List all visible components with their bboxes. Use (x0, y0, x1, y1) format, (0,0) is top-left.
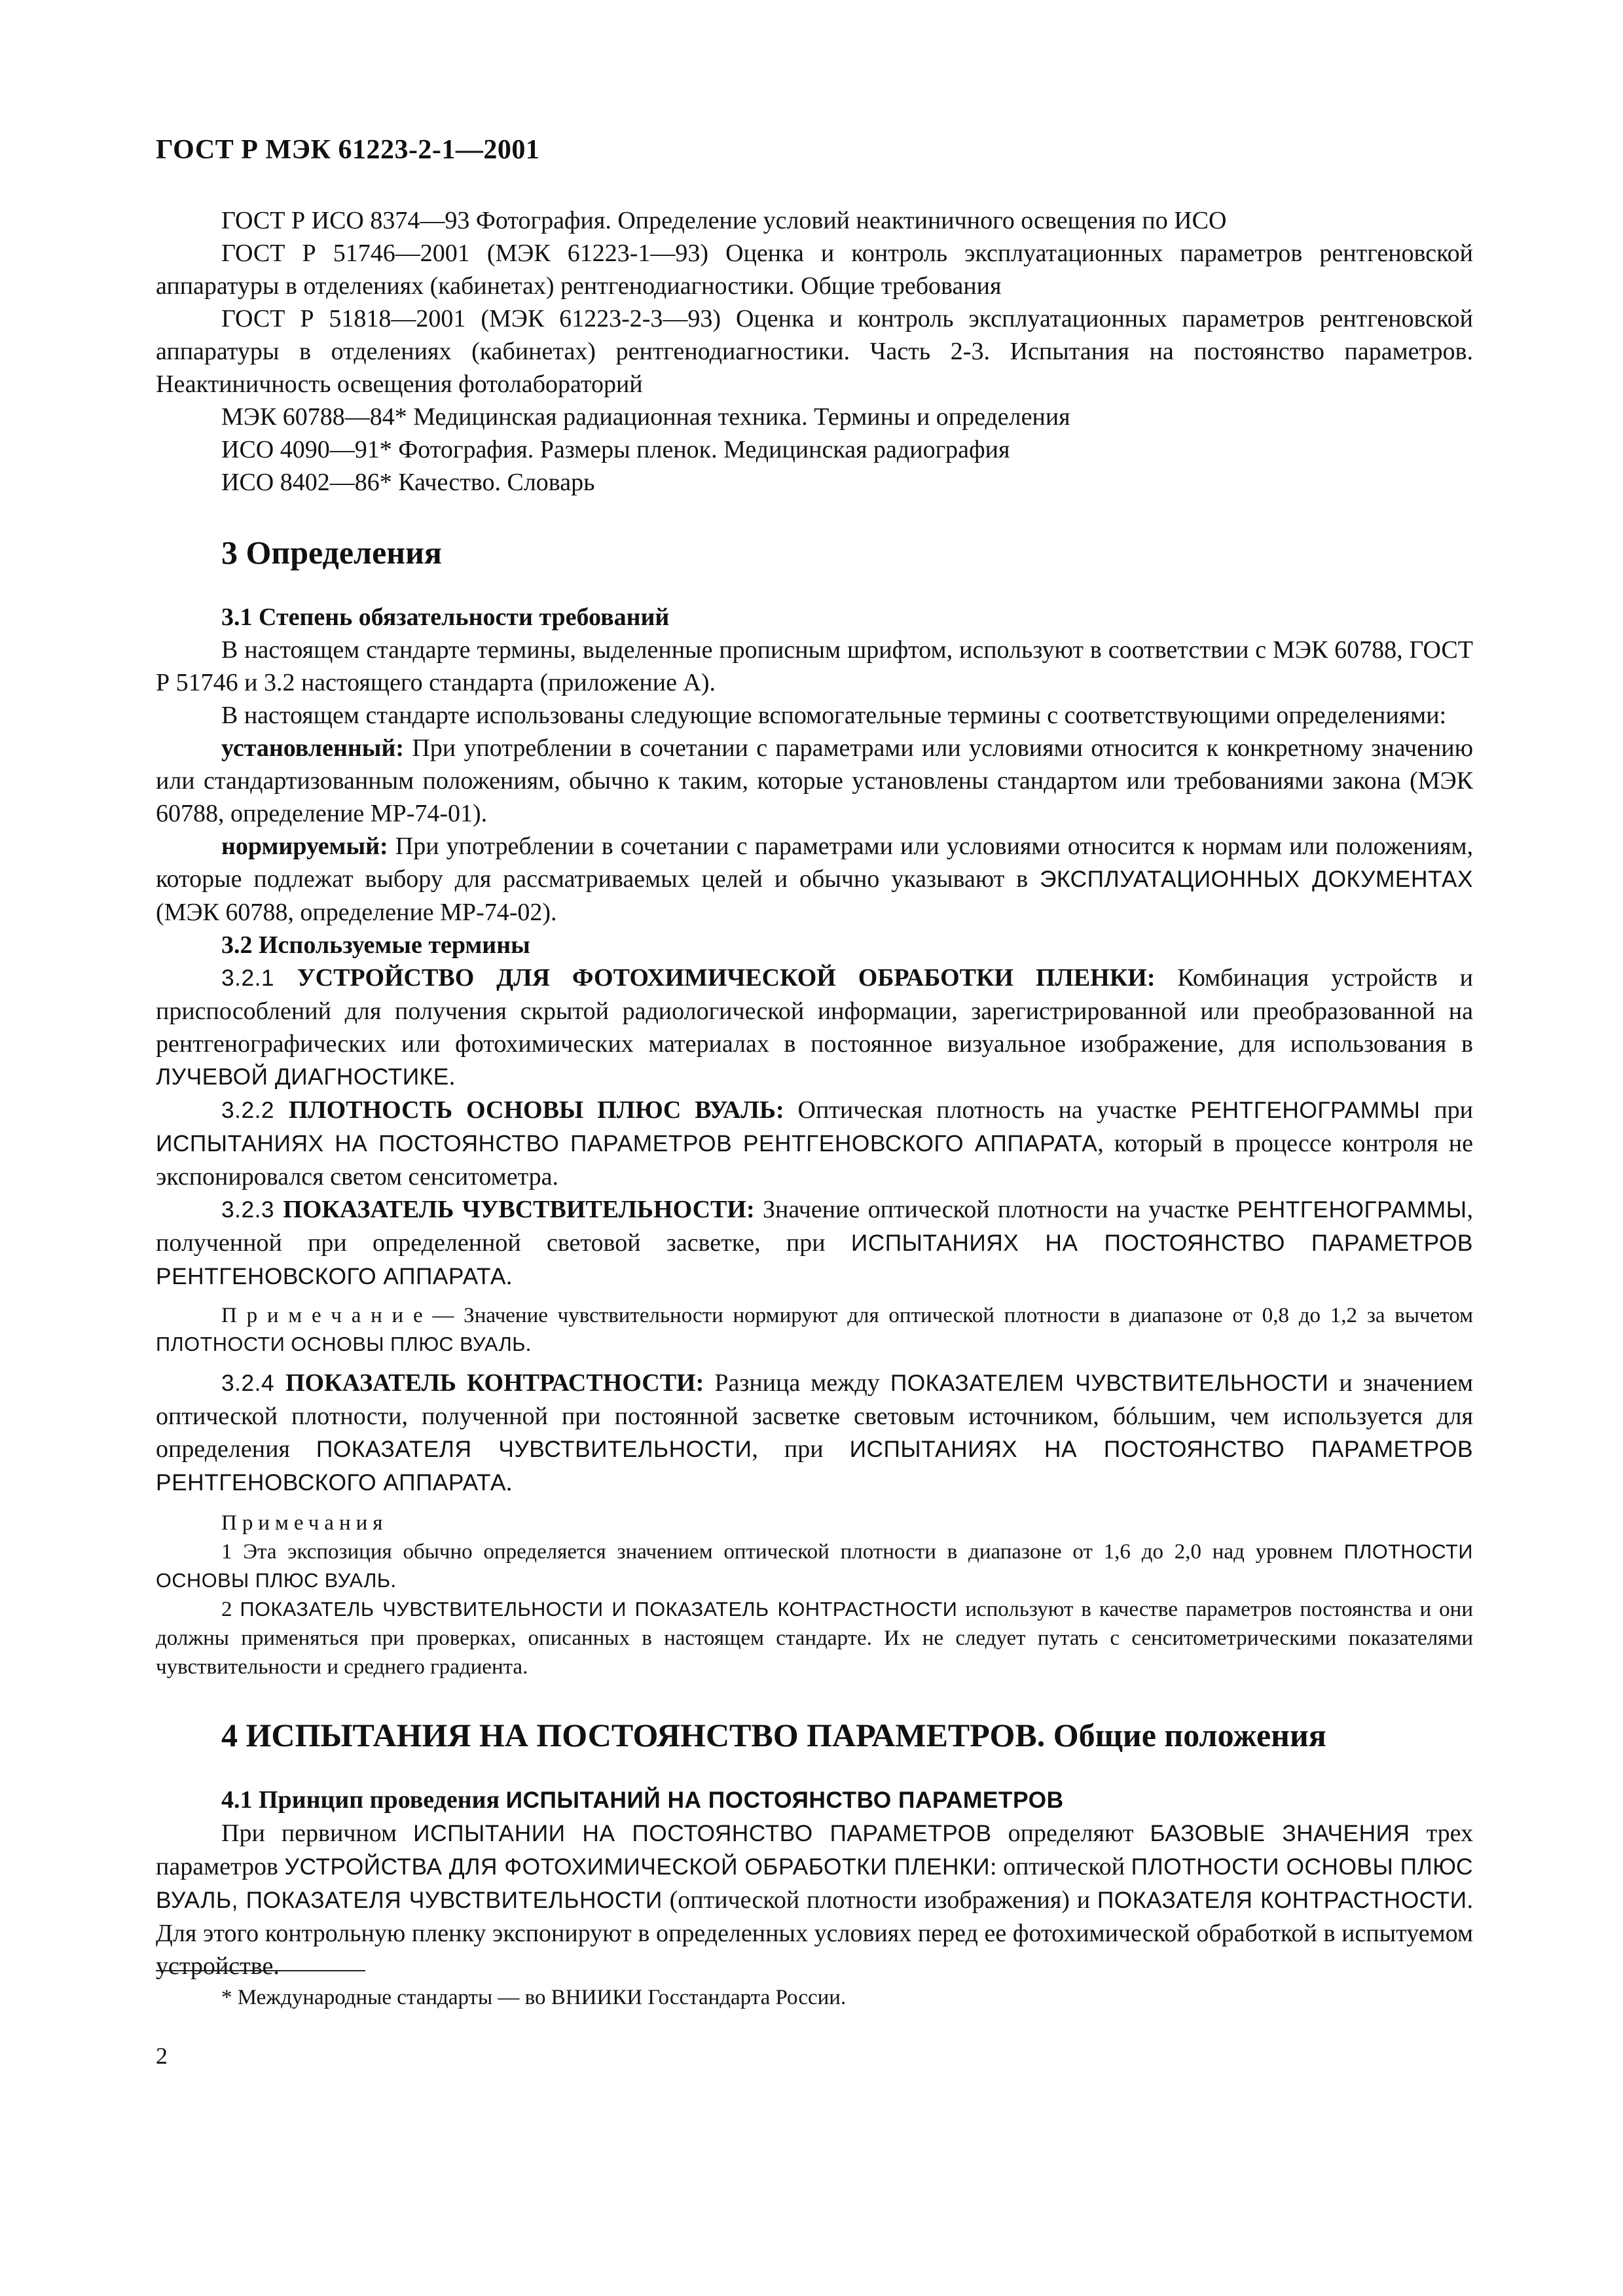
subsection-3-2-heading: 3.2 Используемые термины (221, 931, 530, 959)
paragraph-text: (оптической плотности изображения) и (662, 1886, 1097, 1914)
note-label: П р и м е ч а н и е — (221, 1304, 464, 1327)
subsection-4-1-title: 4.1 Принцип проведения (221, 1786, 506, 1814)
term-definition-established (156, 732, 1473, 830)
caps-term: ПОКАЗАТЕЛЕМ ЧУВСТВИТЕЛЬНОСТИ (890, 1371, 1329, 1396)
section-4-heading (156, 1715, 1473, 1755)
main-content (156, 204, 1473, 1982)
definition-text: , при (752, 1435, 850, 1463)
paragraph-text: трех параметров (156, 1820, 1474, 1880)
footnote-divider (156, 1970, 365, 1971)
term: ПЛОТНОСТЬ ОСНОВЫ ПЛЮС ВУАЛЬ: (288, 1096, 784, 1124)
footnote: * Международные стандарты — во ВНИИКИ Госстандарта России. (221, 1986, 847, 2009)
caps-term: ИСПЫТАНИЙ НА ПОСТОЯНСТВО ПАРАМЕТРОВ (505, 1787, 1064, 1813)
definition-text: . (505, 1469, 513, 1496)
caps-term: РЕНТГЕНОГРАММЫ (1190, 1098, 1421, 1123)
caps-term: ПЛОТНОСТИ ОСНОВЫ ПЛЮС ВУАЛЬ (156, 1333, 526, 1355)
paragraph: В настоящем стандарте термины, выделенные прописным шрифтом, используют в соответствии с МЭК 60788, ГОСТ Р 51746 и 3.2 настоящего стандарта (приложение А). (156, 636, 1473, 696)
clause-number: 3.2.2 (221, 1098, 289, 1123)
clause-number: 3.2.3 (221, 1197, 283, 1223)
note (156, 1301, 1473, 1359)
definition-3-2-4 (156, 1367, 1473, 1499)
document-header: ГОСТ Р МЭК 61223-2-1—2001 (156, 135, 540, 165)
definition-3-2-3 (156, 1193, 1473, 1293)
term: УСТРОЙСТВО ДЛЯ ФОТОХИМИЧЕСКОЙ ОБРАБОТКИ ПЛЕНКИ: (297, 964, 1156, 992)
definition-text: Разница между (704, 1369, 890, 1397)
caps-term: ИСПЫТАНИЯХ НА ПОСТОЯНСТВО ПАРАМЕТРОВ РЕНТГЕНОВСКОГО АППАРАТА (156, 1131, 1098, 1157)
page-number: 2 (156, 2043, 168, 2069)
definition-text: , который в процессе контроля не экспонировался светом сенситометра. (156, 1130, 1473, 1191)
caps-term: ПОКАЗАТЕЛЯ ЧУВСТВИТЕЛЬНОСТИ (316, 1437, 752, 1462)
paragraph: В настоящем стандарте использованы следующие вспомогательные термины с соответствующими определениями: (221, 702, 1447, 729)
paragraph-text: : оптической (990, 1853, 1131, 1880)
paragraph-4-1 (156, 1817, 1473, 1982)
reference-item: ГОСТ Р 51818—2001 (МЭК 61223-2-3—93) Оценка и контроль эксплуатационных параметров рентгеновской аппаратуры в отделениях (кабинетах) рентгенодиагностики. Часть 2-3. Испытания на постоянство параметров. Неактиничность освещения фотолабораторий (156, 305, 1473, 398)
term: ПОКАЗАТЕЛЬ ЧУВСТВИТЕЛЬНОСТИ: (283, 1196, 755, 1223)
definition-text: , полученной при определенной световой засветке, при (156, 1196, 1473, 1257)
note-item-2 (156, 1595, 1473, 1681)
subsection-4-1-heading (156, 1784, 1473, 1817)
paragraph-text: . Для этого контрольную пленку экспонируют в определенных условиях перед ее фотохимической обработкой в испытуемом устройстве. (156, 1886, 1473, 1980)
definition-text: Оптическая плотность на участке (784, 1096, 1191, 1124)
caps-term: ИСПЫТАНИЯХ НА ПОСТОЯНСТВО ПАРАМЕТРОВ РЕНТГЕНОВСКОГО АППАРАТА (156, 1437, 1474, 1496)
subsection-3-1-heading: 3.1 Степень обязательности требований (221, 603, 670, 631)
definition-text: Комбинация устройств и приспособлений для получения скрытой радиологической информации, зарегистрированной или преобразованной на рентгенографических или фотохимических материалах в постоянное визуальное изображение, для использования в (156, 964, 1473, 1058)
term: нормируемый: (221, 833, 388, 860)
note-number: 2 (221, 1598, 240, 1621)
section-3-heading: 3 Определения (221, 534, 442, 571)
clause-number: 3.2.1 (221, 965, 297, 991)
term-text: (МЭК 60788, определение МР-74-02). (156, 899, 557, 926)
definition-text: и значением оптической плотности, полученной при постоянной засветке световым источником, бóльшим, чем используется для определения (156, 1369, 1474, 1463)
paragraph-text: определяют (991, 1820, 1150, 1847)
note-item-1 (156, 1537, 1473, 1595)
caps-term: ЛУЧЕВОЙ ДИАГНОСТИКЕ (156, 1064, 449, 1090)
caps-term: ИСПЫТАНИЯХ НА ПОСТОЯНСТВО ПАРАМЕТРОВ РЕНТГЕНОВСКОГО АППАРАТА (156, 1230, 1473, 1289)
caps-term: ПЛОТНОСТИ ОСНОВЫ ПЛЮС ВУАЛЬ (156, 1540, 1473, 1592)
definition-text: Значение оптической плотности на участке (754, 1196, 1237, 1223)
clause-number: 3.2.4 (221, 1371, 285, 1396)
caps-term: ИСПЫТАНИИ НА ПОСТОЯНСТВО ПАРАМЕТРОВ (413, 1821, 992, 1846)
reference-item: МЭК 60788—84* Медицинская радиационная техника. Термины и определения (221, 403, 1070, 431)
note-text: . (390, 1569, 396, 1592)
notes-heading: Примечания (221, 1511, 388, 1535)
reference-item: ИСО 4090—91* Фотография. Размеры пленок. Медицинская радиография (221, 436, 1010, 463)
section-4-title-rest: Общие положения (1045, 1717, 1326, 1753)
reference-item: ИСО 8402—86* Качество. Словарь (221, 469, 595, 496)
definition-3-2-1 (156, 961, 1473, 1094)
caps-term: УСТРОЙСТВА ДЛЯ ФОТОХИМИЧЕСКОЙ ОБРАБОТКИ ПЛЕНКИ (284, 1854, 991, 1880)
definition-3-2-2 (156, 1094, 1473, 1193)
paragraph-text: При первичном (221, 1820, 414, 1847)
caps-term: РЕНТГЕНОГРАММЫ (1237, 1197, 1467, 1223)
caps-term: ПОКАЗАТЕЛЯ КОНТРАСТНОСТИ (1097, 1888, 1467, 1913)
caps-term: ПЛОТНОСТИ ОСНОВЫ ПЛЮС ВУАЛЬ, ПОКАЗАТЕЛЯ ЧУВСТВИТЕЛЬНОСТИ (156, 1854, 1474, 1913)
term-definition-normalized (156, 830, 1473, 929)
caps-term: БАЗОВЫЕ ЗНАЧЕНИЯ (1150, 1821, 1410, 1846)
caps-term: ЭКСПЛУАТАЦИОННЫХ ДОКУМЕНТАХ (1040, 867, 1474, 892)
term-text: При употреблении в сочетании с параметрами или условиями относится к нормам или положениям, которые подлежат выбору для рассматриваемых целей и обычно указывают в (156, 833, 1473, 893)
term: установленный: (221, 734, 404, 762)
note-text: используют в качестве параметров постоянства и они должны применяться при проверках, описанных в настоящем стандарте. Их не следует путать с сенситометрическими показателями чувствительности и среднего градиента. (156, 1598, 1473, 1679)
definition-text: . (448, 1063, 456, 1090)
reference-item: ГОСТ Р 51746—2001 (МЭК 61223-1—93) Оценка и контроль эксплуатационных параметров рентгеновской аппаратуры в отделениях (кабинетах) рентгенодиагностики. Общие требования (156, 240, 1473, 300)
reference-item: ГОСТ Р ИСО 8374—93 Фотография. Определение условий неактиничного освещения по ИСО (221, 207, 1227, 234)
note-text: . (525, 1333, 532, 1356)
definition-text: . (505, 1263, 513, 1290)
note-text: 1 Эта экспозиция обычно определяется значением оптической плотности в диапазоне от 1,6 до 2,0 над уровнем (221, 1540, 1344, 1564)
caps-term: ПОКАЗАТЕЛЬ ЧУВСТВИТЕЛЬНОСТИ И ПОКАЗАТЕЛЬ КОНТРАСТНОСТИ (240, 1598, 958, 1621)
term: ПОКАЗАТЕЛЬ КОНТРАСТНОСТИ: (285, 1369, 704, 1397)
definition-text: при (1420, 1096, 1473, 1124)
term-text: При употреблении в сочетании с параметрами или условиями относится к конкретному значению или стандартизованным положениям, обычно к таким, которые установлены стандартом или требованиями закона (МЭК 60788, определение МР-74-01). (156, 734, 1473, 827)
section-4-title: 4 ИСПЫТАНИЯ НА ПОСТОЯНСТВО ПАРАМЕТРОВ. (221, 1717, 1046, 1753)
note-text: Значение чувствительности нормируют для оптической плотности в диапазоне от 0,8 до 1,2 за вычетом (464, 1304, 1473, 1327)
